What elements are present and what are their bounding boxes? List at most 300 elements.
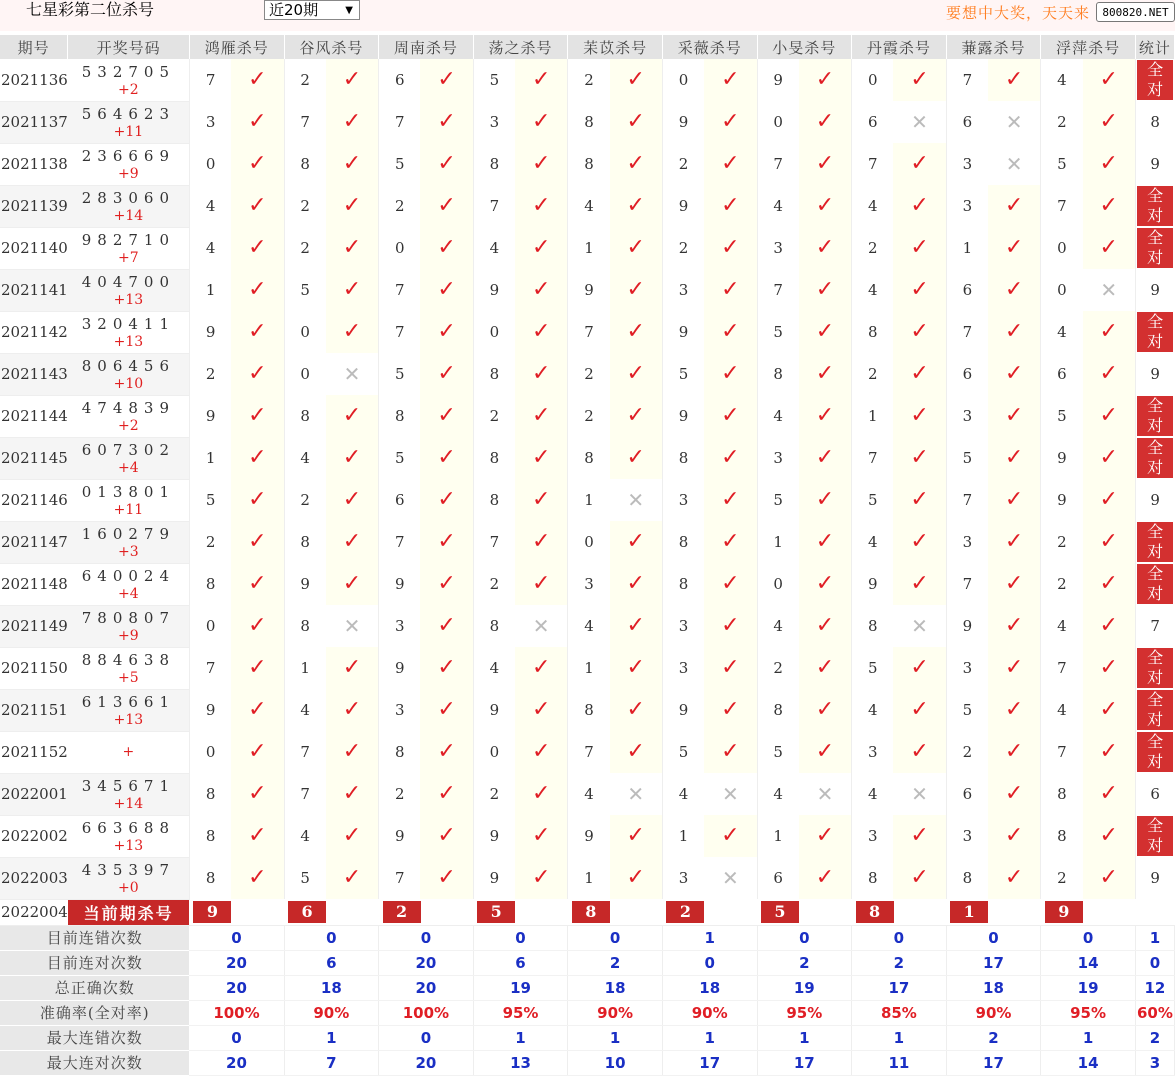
check-icon: ✓ (988, 395, 1041, 437)
kill-pick: 9 (568, 269, 610, 311)
check-icon: ✓ (1083, 437, 1136, 479)
kill-pick: 4 (284, 689, 326, 731)
summary-value: 20 (189, 950, 284, 975)
draw-extra: +7 (118, 250, 139, 266)
kill-pick: 5 (284, 269, 326, 311)
kill-pick: 5 (379, 143, 421, 185)
kill-pick: 8 (284, 605, 326, 647)
kill-pick: 9 (473, 815, 515, 857)
summary-value: 0 (379, 925, 474, 950)
check-icon: ✓ (231, 647, 284, 689)
kill-pick: 4 (568, 773, 610, 815)
check-icon: ✓ (893, 437, 946, 479)
range-select[interactable] (264, 0, 360, 20)
cross-icon: ✕ (988, 101, 1041, 143)
draw-digits: 236669 (81, 147, 175, 165)
summary-stat: 12 (1135, 975, 1174, 1000)
check-icon: ✓ (610, 689, 663, 731)
kill-pick: 3 (946, 815, 988, 857)
current-kill-value: 8 (856, 901, 894, 923)
kill-pick: 8 (473, 605, 515, 647)
all-right-badge (1137, 438, 1173, 478)
all-right-text: 全 (1147, 228, 1164, 247)
period-cell: 2021151 (0, 689, 68, 731)
summary-value: 19 (757, 975, 852, 1000)
check-icon: ✓ (704, 101, 757, 143)
kill-pick: 6 (379, 479, 421, 521)
current-kill-value: 2 (666, 901, 704, 923)
kill-pick: 8 (662, 437, 704, 479)
period-cell: 2021138 (0, 143, 68, 185)
kill-pick: 8 (189, 857, 231, 899)
kill-pick: 8 (757, 353, 799, 395)
check-icon: ✓ (1083, 479, 1136, 521)
check-icon: ✓ (326, 647, 379, 689)
stat-cell (1135, 227, 1174, 269)
kill-pick: 8 (852, 605, 894, 647)
current-kill-value: 9 (1045, 901, 1083, 923)
table-row (0, 563, 1175, 605)
summary-value: 17 (946, 1050, 1041, 1075)
check-icon: ✓ (420, 521, 473, 563)
check-icon: ✓ (515, 395, 568, 437)
table-row (0, 227, 1175, 269)
check-icon: ✓ (1083, 101, 1136, 143)
check-icon: ✓ (893, 227, 946, 269)
range-select-value: 近20期 (269, 1, 319, 19)
kill-pick: 2 (189, 353, 231, 395)
check-icon: ✓ (704, 311, 757, 353)
check-icon: ✓ (704, 59, 757, 101)
period-cell: 2021150 (0, 647, 68, 689)
kill-pick: 9 (662, 101, 704, 143)
kill-pick: 3 (379, 689, 421, 731)
check-icon: ✓ (420, 311, 473, 353)
all-right-text: 对 (1147, 248, 1164, 267)
cross-icon: ✕ (704, 773, 757, 815)
check-icon: ✓ (988, 59, 1041, 101)
draw-digits: 613661 (81, 693, 175, 711)
check-icon: ✓ (893, 185, 946, 227)
all-right-text: 对 (1147, 416, 1164, 435)
header-stat: 统计 (1135, 35, 1174, 59)
stat-cell (1135, 605, 1174, 647)
check-icon: ✓ (893, 563, 946, 605)
kill-pick: 6 (379, 59, 421, 101)
current-kill-label: 当前期杀号 (68, 899, 190, 925)
summary-value: 1 (662, 925, 757, 950)
check-icon: ✓ (893, 521, 946, 563)
all-right-text: 对 (1147, 710, 1164, 729)
draw-cell (68, 521, 190, 563)
kill-pick: 3 (189, 101, 231, 143)
summary-stat: 0 (1135, 950, 1174, 975)
summary-row (0, 1025, 1175, 1050)
kill-pick: 8 (473, 143, 515, 185)
kill-pick: 7 (1041, 185, 1083, 227)
all-right-badge (1137, 648, 1173, 688)
kill-pick: 7 (852, 143, 894, 185)
check-icon: ✓ (515, 59, 568, 101)
summary-value: 14 (1041, 950, 1136, 975)
header-expert: 浮萍杀号 (1041, 35, 1136, 59)
kill-pick: 1 (284, 647, 326, 689)
draw-cell (68, 731, 190, 773)
kill-pick: 0 (189, 605, 231, 647)
check-icon: ✓ (610, 731, 663, 773)
kill-pick: 8 (757, 689, 799, 731)
kill-pick: 7 (568, 311, 610, 353)
kill-pick: 7 (473, 521, 515, 563)
check-icon: ✓ (326, 227, 379, 269)
check-icon: ✓ (515, 479, 568, 521)
summary-value: 1 (568, 1025, 663, 1050)
cross-icon: ✕ (326, 353, 379, 395)
draw-digits: 404700 (81, 273, 175, 291)
summary-label: 最大连错次数 (0, 1025, 189, 1050)
draw-cell (68, 101, 190, 143)
kill-pick: 5 (473, 59, 515, 101)
stat-cell (1135, 521, 1174, 563)
check-icon: ✓ (326, 101, 379, 143)
check-icon: ✓ (1083, 815, 1136, 857)
kill-pick: 4 (473, 227, 515, 269)
check-icon: ✓ (799, 143, 852, 185)
check-icon: ✓ (988, 857, 1041, 899)
summary-row (0, 1000, 1175, 1025)
check-icon: ✓ (1083, 185, 1136, 227)
check-icon: ✓ (799, 521, 852, 563)
kill-pick: 2 (946, 731, 988, 773)
period-cell: 2021147 (0, 521, 68, 563)
check-icon: ✓ (799, 395, 852, 437)
all-right-badge (1137, 732, 1173, 772)
all-right-text: 全 (1147, 60, 1164, 79)
current-kill-value: 5 (761, 901, 799, 923)
check-icon: ✓ (326, 59, 379, 101)
check-icon: ✓ (326, 563, 379, 605)
kill-pick: 1 (852, 395, 894, 437)
summary-value: 17 (757, 1050, 852, 1075)
check-icon: ✓ (893, 353, 946, 395)
all-right-badge (1137, 690, 1173, 730)
check-icon: ✓ (610, 395, 663, 437)
check-icon: ✓ (420, 689, 473, 731)
summary-value: 19 (1041, 975, 1136, 1000)
stat-value: 8 (1150, 113, 1160, 131)
page-title: 七星彩第二位杀号 (26, 0, 155, 19)
draw-digits: 806456 (81, 357, 175, 375)
kill-pick: 1 (568, 857, 610, 899)
check-icon: ✓ (326, 689, 379, 731)
check-icon: ✓ (893, 647, 946, 689)
summary-value: 18 (662, 975, 757, 1000)
kill-pick: 2 (1041, 563, 1083, 605)
kill-pick: 7 (852, 437, 894, 479)
kill-pick: 3 (852, 731, 894, 773)
kill-pick: 8 (473, 479, 515, 521)
kill-pick: 3 (946, 395, 988, 437)
summary-value: 20 (379, 975, 474, 1000)
stat-value: 9 (1150, 365, 1160, 383)
stat-cell (1135, 311, 1174, 353)
kill-pick: 9 (662, 311, 704, 353)
table-row (0, 437, 1175, 479)
kill-pick: 4 (757, 395, 799, 437)
kill-pick: 2 (473, 773, 515, 815)
period-cell: 2021148 (0, 563, 68, 605)
kill-pick: 4 (284, 437, 326, 479)
check-icon: ✓ (610, 185, 663, 227)
draw-digits: 607302 (81, 441, 175, 459)
current-kill-cell (473, 899, 568, 925)
check-icon: ✓ (988, 731, 1041, 773)
period-cell: 2022001 (0, 773, 68, 815)
kill-pick: 2 (1041, 857, 1083, 899)
header-expert: 小旻杀号 (757, 35, 852, 59)
kill-pick: 8 (1041, 773, 1083, 815)
check-icon: ✓ (610, 605, 663, 647)
kill-pick: 2 (757, 647, 799, 689)
stat-cell (1135, 731, 1174, 773)
stat-value: 9 (1150, 869, 1160, 887)
draw-cell (68, 773, 190, 815)
current-kill-value: 8 (572, 901, 610, 923)
check-icon: ✓ (515, 689, 568, 731)
kill-pick: 9 (189, 395, 231, 437)
check-icon: ✓ (1083, 689, 1136, 731)
current-kill-cell (852, 899, 947, 925)
kill-pick: 1 (946, 227, 988, 269)
summary-value: 1 (1041, 1025, 1136, 1050)
period-cell: 2021140 (0, 227, 68, 269)
all-right-badge (1137, 186, 1173, 226)
check-icon: ✓ (1083, 311, 1136, 353)
kill-pick: 7 (284, 731, 326, 773)
all-right-text: 全 (1147, 522, 1164, 541)
kill-pick: 2 (189, 521, 231, 563)
draw-digits: 320411 (81, 315, 175, 333)
summary-value: 0 (379, 1025, 474, 1050)
summary-value: 0 (1041, 925, 1136, 950)
kill-pick: 7 (757, 269, 799, 311)
check-icon: ✓ (420, 59, 473, 101)
stat-cell (1135, 857, 1174, 899)
check-icon: ✓ (326, 395, 379, 437)
table-row (0, 857, 1175, 899)
check-icon: ✓ (893, 857, 946, 899)
check-icon: ✓ (799, 647, 852, 689)
kill-pick: 5 (852, 479, 894, 521)
table-row (0, 773, 1175, 815)
check-icon: ✓ (704, 143, 757, 185)
check-icon: ✓ (231, 437, 284, 479)
check-icon: ✓ (420, 143, 473, 185)
current-period: 2022004 (0, 899, 68, 925)
check-icon: ✓ (1083, 773, 1136, 815)
check-icon: ✓ (1083, 395, 1136, 437)
check-icon: ✓ (515, 269, 568, 311)
draw-digits: 474839 (81, 399, 175, 417)
check-icon: ✓ (515, 815, 568, 857)
summary-value: 1 (284, 1025, 379, 1050)
kill-pick: 9 (662, 395, 704, 437)
draw-cell (68, 605, 190, 647)
kill-pick: 9 (379, 563, 421, 605)
kill-pick: 1 (757, 521, 799, 563)
check-icon: ✓ (704, 185, 757, 227)
check-icon: ✓ (1083, 731, 1136, 773)
kill-pick: 9 (852, 563, 894, 605)
kill-pick: 7 (946, 563, 988, 605)
kill-pick: 9 (946, 605, 988, 647)
kill-pick: 4 (1041, 311, 1083, 353)
kill-pick: 1 (568, 227, 610, 269)
check-icon: ✓ (1083, 227, 1136, 269)
kill-pick: 0 (284, 353, 326, 395)
check-icon: ✓ (515, 143, 568, 185)
check-icon: ✓ (231, 143, 284, 185)
kill-pick: 5 (852, 647, 894, 689)
kill-pick: 3 (662, 269, 704, 311)
summary-value: 1 (473, 1025, 568, 1050)
summary-label: 目前连错次数 (0, 925, 189, 950)
kill-pick: 2 (284, 185, 326, 227)
draw-cell (68, 353, 190, 395)
check-icon: ✓ (988, 647, 1041, 689)
draw-cell (68, 647, 190, 689)
stat-cell (1135, 647, 1174, 689)
stat-cell (1135, 815, 1174, 857)
all-right-badge (1137, 522, 1173, 562)
check-icon: ✓ (231, 353, 284, 395)
kill-pick: 7 (568, 731, 610, 773)
kill-pick: 0 (473, 311, 515, 353)
cross-icon: ✕ (799, 773, 852, 815)
draw-extra: +9 (118, 628, 139, 644)
kill-pick: 2 (1041, 521, 1083, 563)
check-icon: ✓ (515, 101, 568, 143)
kill-pick: 7 (757, 143, 799, 185)
header-expert: 谷风杀号 (284, 35, 379, 59)
summary-value: 18 (284, 975, 379, 1000)
kill-pick: 2 (379, 773, 421, 815)
summary-value: 14 (1041, 1050, 1136, 1075)
check-icon: ✓ (988, 479, 1041, 521)
kill-pick: 2 (473, 563, 515, 605)
kill-pick: 7 (379, 521, 421, 563)
period-cell: 2022002 (0, 815, 68, 857)
summary-value: 0 (568, 925, 663, 950)
check-icon: ✓ (420, 101, 473, 143)
kill-pick: 5 (1041, 143, 1083, 185)
kill-pick: 0 (189, 143, 231, 185)
site-badge[interactable]: 800820.NET (1096, 2, 1175, 22)
kill-pick: 5 (757, 479, 799, 521)
check-icon: ✓ (515, 563, 568, 605)
check-icon: ✓ (799, 101, 852, 143)
current-kill-section (0, 899, 1175, 925)
draw-extra: + (122, 744, 135, 760)
all-right-text: 全 (1147, 564, 1164, 583)
check-icon: ✓ (799, 605, 852, 647)
current-kill-cell (757, 899, 852, 925)
check-icon: ✓ (799, 59, 852, 101)
check-icon: ✓ (420, 395, 473, 437)
summary-stat: 60% (1135, 1000, 1174, 1025)
table-row (0, 395, 1175, 437)
stat-value: 9 (1150, 491, 1160, 509)
header-expert: 鸿雁杀号 (189, 35, 284, 59)
draw-extra: +5 (118, 670, 139, 686)
kill-pick: 0 (568, 521, 610, 563)
kill-pick: 8 (379, 395, 421, 437)
period-cell: 2021136 (0, 59, 68, 101)
draw-extra: +14 (113, 208, 144, 224)
cross-icon: ✕ (610, 773, 663, 815)
check-icon: ✓ (515, 227, 568, 269)
check-icon: ✓ (1083, 605, 1136, 647)
check-icon: ✓ (704, 731, 757, 773)
kill-pick: 9 (284, 563, 326, 605)
header-expert: 蒹露杀号 (946, 35, 1041, 59)
check-icon: ✓ (326, 143, 379, 185)
kill-pick: 8 (662, 521, 704, 563)
check-icon: ✓ (515, 437, 568, 479)
kill-pick: 8 (568, 101, 610, 143)
summary-value: 13 (473, 1050, 568, 1075)
summary-value: 95% (1041, 1000, 1136, 1025)
all-right-text: 对 (1147, 752, 1164, 771)
table-row (0, 269, 1175, 311)
kill-pick: 5 (946, 437, 988, 479)
stat-cell (1135, 689, 1174, 731)
summary-value: 17 (662, 1050, 757, 1075)
period-cell: 2021142 (0, 311, 68, 353)
check-icon: ✓ (610, 857, 663, 899)
kill-pick: 3 (662, 857, 704, 899)
summary-row (0, 925, 1175, 950)
all-right-badge (1137, 816, 1173, 856)
check-icon: ✓ (420, 647, 473, 689)
summary-value: 6 (284, 950, 379, 975)
kill-pick: 9 (189, 311, 231, 353)
check-icon: ✓ (231, 521, 284, 563)
all-right-badge (1137, 60, 1173, 100)
kill-pick: 8 (568, 143, 610, 185)
summary-value: 10 (568, 1050, 663, 1075)
current-kill-cell (379, 899, 474, 925)
check-icon: ✓ (610, 269, 663, 311)
draw-digits: 160279 (81, 525, 175, 543)
kill-pick: 9 (379, 647, 421, 689)
kill-pick: 8 (852, 857, 894, 899)
table-row (0, 143, 1175, 185)
check-icon: ✓ (231, 395, 284, 437)
summary-value: 19 (473, 975, 568, 1000)
kill-pick: 1 (757, 815, 799, 857)
stat-cell (1135, 479, 1174, 521)
check-icon: ✓ (988, 269, 1041, 311)
kill-pick: 7 (379, 101, 421, 143)
kill-pick: 5 (662, 731, 704, 773)
check-icon: ✓ (610, 437, 663, 479)
check-icon: ✓ (893, 143, 946, 185)
header-expert: 苿苡杀号 (568, 35, 663, 59)
check-icon: ✓ (704, 605, 757, 647)
kill-pick: 3 (662, 479, 704, 521)
draw-extra: +11 (113, 502, 144, 518)
